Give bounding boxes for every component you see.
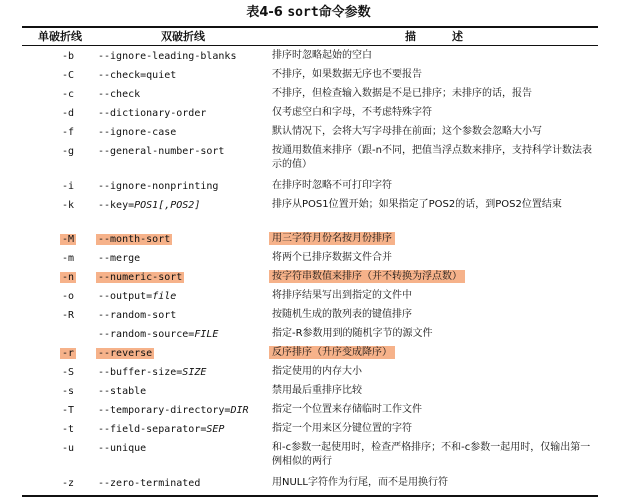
short-option-text: -c	[61, 89, 75, 100]
short-option	[47, 441, 89, 456]
short-option	[47, 384, 89, 399]
long-option-text: --ignore-leading-blanks	[98, 51, 237, 62]
long-option-text: --check=quiet	[98, 70, 177, 81]
description-text: 不排序，但检查输入数据是不是已排序；未排序的话，报告	[272, 88, 532, 99]
option-description	[272, 68, 598, 82]
long-option-param: POS1[,POS2]	[134, 200, 201, 211]
short-option	[47, 270, 89, 285]
long-option-text: --check	[98, 89, 141, 100]
short-option	[47, 68, 89, 83]
long-option-text: --output=file	[98, 291, 177, 302]
long-option	[98, 308, 176, 323]
long-option-param: file	[152, 291, 177, 302]
option-description	[272, 198, 598, 212]
long-option-text: --month-sort	[98, 234, 171, 245]
description-text: 反序排序（升序变成降序）	[269, 346, 395, 359]
long-option	[98, 422, 224, 437]
description-text: 在排序时忽略不可打印字符	[272, 180, 392, 191]
long-option-text: --zero-terminated	[98, 478, 201, 489]
long-option-text: --random-sort	[98, 310, 177, 321]
short-option-text: -z	[61, 478, 75, 489]
option-description	[272, 144, 598, 172]
short-option	[47, 403, 89, 418]
long-option-text: --random-source=FILE	[98, 329, 219, 340]
option-description	[272, 365, 598, 379]
option-description	[272, 232, 598, 246]
short-option-text: -s	[61, 386, 75, 397]
long-option	[98, 403, 249, 418]
long-option-text: --ignore-nonprinting	[98, 181, 219, 192]
short-option-text: -S	[61, 367, 75, 378]
long-option	[98, 327, 218, 342]
description-text: 和-c参数一起使用时，检查严格排序；不和-c参数一起用时，仅输出第一例相似的两行	[272, 442, 591, 467]
long-option	[98, 179, 218, 194]
table-number: 表4-6	[246, 5, 283, 20]
description-text: 按字符串数值来排序（并不转换为浮点数）	[269, 270, 465, 283]
option-description	[272, 270, 598, 284]
short-option-text: -u	[61, 443, 75, 454]
option-description	[272, 346, 598, 360]
long-option	[98, 68, 176, 83]
short-option	[47, 422, 89, 437]
long-option-text: --dictionary-order	[98, 108, 207, 119]
description-text: 指定-R参数用到的随机字节的源文件	[272, 328, 433, 339]
long-option-text: --merge	[98, 253, 141, 264]
short-option-text: -t	[61, 424, 75, 435]
short-option	[47, 346, 89, 361]
option-description	[272, 476, 598, 490]
long-option-text: --temporary-directory=DIR	[98, 405, 249, 416]
option-description	[272, 87, 598, 101]
description-text: 用三字符月份名按月份排序	[269, 232, 395, 245]
short-option-text: -r	[61, 348, 75, 359]
option-description	[272, 106, 598, 120]
option-description	[272, 422, 598, 436]
long-option	[98, 144, 224, 159]
long-option	[98, 87, 140, 102]
short-option	[47, 49, 89, 64]
long-option	[98, 106, 206, 121]
header-description: 描述	[405, 30, 499, 43]
long-option-param: FILE	[194, 329, 219, 340]
short-option-text: -d	[61, 108, 75, 119]
short-option-text: -i	[61, 181, 75, 192]
long-option-text: --reverse	[98, 348, 153, 359]
long-option-text: --field-separator=SEP	[98, 424, 225, 435]
bottom-rule	[22, 495, 598, 497]
short-option	[47, 144, 89, 159]
description-text: 指定一个用来区分键位置的字符	[272, 423, 412, 434]
short-option	[47, 365, 89, 380]
description-text: 禁用最后重排序比较	[272, 385, 362, 396]
command-name: sort	[287, 5, 319, 20]
description-text: 默认情况下，会将大写字母排在前面；这个参数会忽略大小写	[272, 126, 542, 137]
long-option	[98, 441, 146, 456]
long-option-text: --stable	[98, 386, 147, 397]
long-option	[98, 346, 152, 361]
short-option	[47, 308, 89, 323]
description-text: 不排序，如果数据无序也不要报告	[272, 69, 422, 80]
short-option	[47, 232, 89, 247]
long-option	[98, 270, 182, 285]
short-option-text: -m	[61, 253, 75, 264]
description-text: 仅考虑空白和字母，不考虑特殊字符	[272, 107, 432, 118]
long-option	[98, 232, 170, 247]
long-option	[98, 198, 200, 213]
short-option-text: -M	[61, 234, 75, 245]
long-option	[98, 125, 176, 140]
long-option-param: SEP	[206, 424, 225, 435]
option-description	[272, 179, 598, 193]
long-option	[98, 365, 206, 380]
short-option-text: -T	[61, 405, 75, 416]
option-description	[272, 125, 598, 139]
short-option-text: -n	[61, 272, 75, 283]
caption-suffix: 命令参数	[318, 5, 371, 20]
option-description	[272, 308, 598, 322]
option-description	[272, 49, 598, 63]
long-option-text: --ignore-case	[98, 127, 177, 138]
short-option	[47, 179, 89, 194]
option-description	[272, 327, 598, 341]
long-option-text: --key=POS1[,POS2]	[98, 200, 201, 211]
long-option	[98, 384, 146, 399]
long-option	[98, 49, 236, 64]
short-option-text: -g	[61, 146, 75, 157]
option-description	[272, 251, 598, 265]
description-text: 排序从POS1位置开始；如果指定了POS2的话，到POS2位置结束	[272, 199, 562, 210]
option-description	[272, 441, 598, 469]
short-option-text: -o	[61, 291, 75, 302]
long-option-param: SIZE	[182, 367, 207, 378]
long-option-text: --general-number-sort	[98, 146, 225, 157]
description-text: 指定一个位置来存储临时工作文件	[272, 404, 422, 415]
description-text: 排序时忽略起始的空白	[272, 50, 372, 61]
long-option-text: --unique	[98, 443, 147, 454]
long-option	[98, 289, 176, 304]
short-option	[47, 251, 89, 266]
long-option-text: --numeric-sort	[98, 272, 183, 283]
short-option-text: -C	[61, 70, 75, 81]
long-option-param: DIR	[230, 405, 249, 416]
header-long-option: 双破折线	[161, 30, 205, 43]
short-option	[47, 106, 89, 121]
long-option-text: --buffer-size=SIZE	[98, 367, 207, 378]
short-option	[47, 87, 89, 102]
short-option	[47, 476, 89, 491]
long-option	[98, 476, 200, 491]
short-option	[47, 125, 89, 140]
header-short-option: 单破折线	[38, 30, 82, 43]
short-option-text: -f	[61, 127, 75, 138]
long-option	[98, 251, 140, 266]
option-description	[272, 289, 598, 303]
description-text: 按随机生成的散列表的键值排序	[272, 309, 412, 320]
description-text: 将两个已排序数据文件合并	[272, 252, 392, 263]
short-option	[47, 198, 89, 213]
short-option	[47, 289, 89, 304]
description-text: 用NULL字符作为行尾，而不是用换行符	[272, 477, 448, 488]
short-option-text: -k	[61, 200, 75, 211]
option-description	[272, 403, 598, 417]
description-text: 将排序结果写出到指定的文件中	[272, 290, 412, 301]
description-text: 按通用数值来排序（跟-n不同，把值当浮点数来排序，支持科学计数法表示的值）	[272, 145, 592, 170]
description-text: 指定使用的内存大小	[272, 366, 362, 377]
option-description	[272, 384, 598, 398]
short-option-text: -R	[61, 310, 75, 321]
short-option-text: -b	[61, 51, 75, 62]
